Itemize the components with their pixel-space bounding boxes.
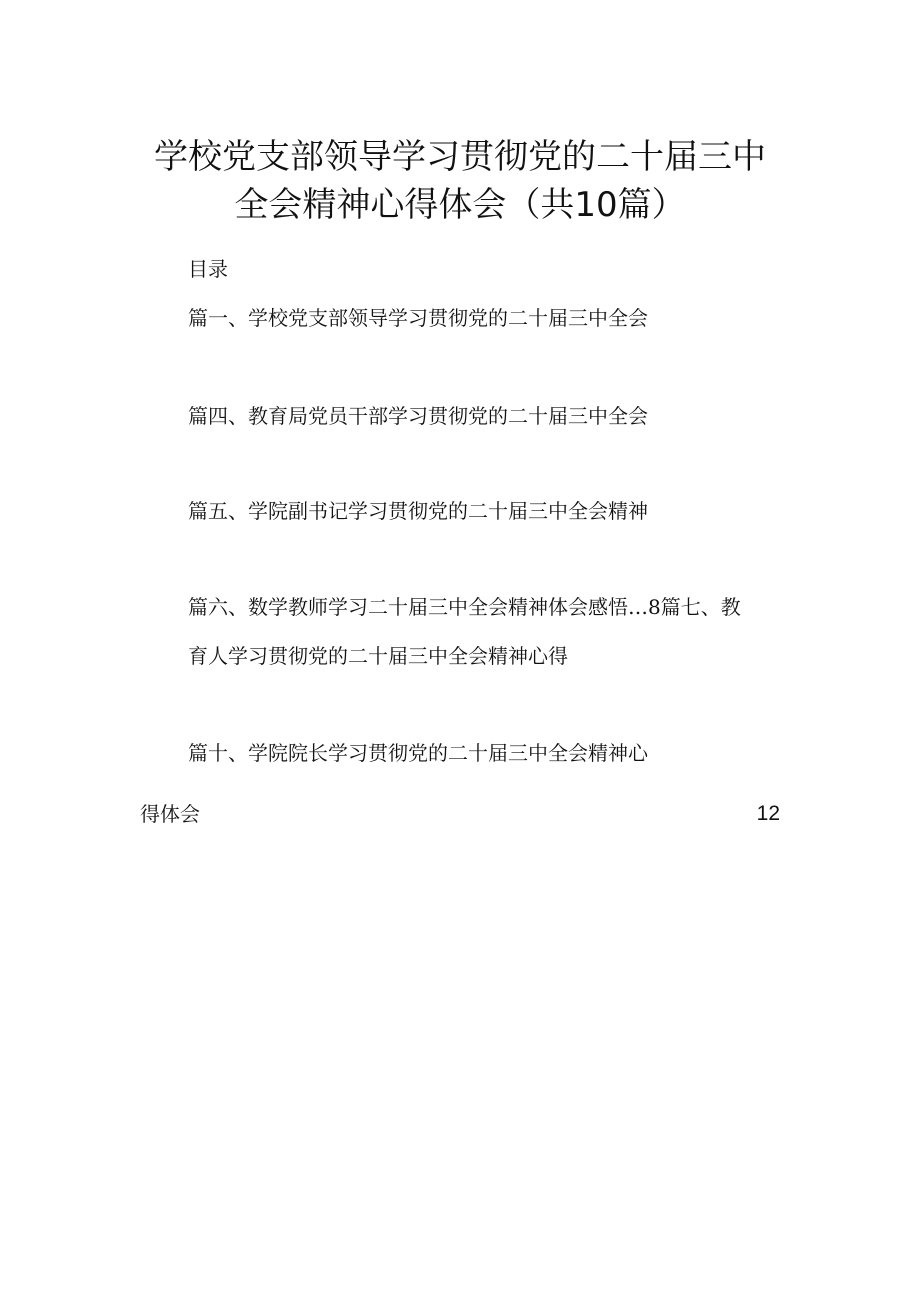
toc-heading: 目录: [188, 257, 228, 281]
toc-entry-line-2[interactable]: 得体会: [140, 802, 200, 826]
toc-entry[interactable]: 篇五、学院副书记学习贯彻党的二十届三中全会精神: [188, 499, 648, 523]
toc-entry-line-1[interactable]: 篇六、数学教师学习二十届三中全会精神体会感悟…8篇七、教: [188, 595, 741, 619]
toc-entry[interactable]: 篇四、教育局党员干部学习贯彻党的二十届三中全会: [188, 404, 648, 428]
document-title-line-1: 学校党支部领导学习贯彻党的二十届三中: [154, 137, 766, 177]
toc-page-number: 12: [756, 802, 780, 825]
toc-entry-line-2[interactable]: 育人学习贯彻党的二十届三中全会精神心得: [188, 644, 568, 668]
toc-entry-line-1[interactable]: 篇十、学院院长学习贯彻党的二十届三中全会精神心: [188, 741, 648, 765]
document-title-line-2: 全会精神心得体会（共10篇）: [234, 185, 686, 225]
toc-entry[interactable]: 篇一、学校党支部领导学习贯彻党的二十届三中全会: [188, 306, 648, 330]
